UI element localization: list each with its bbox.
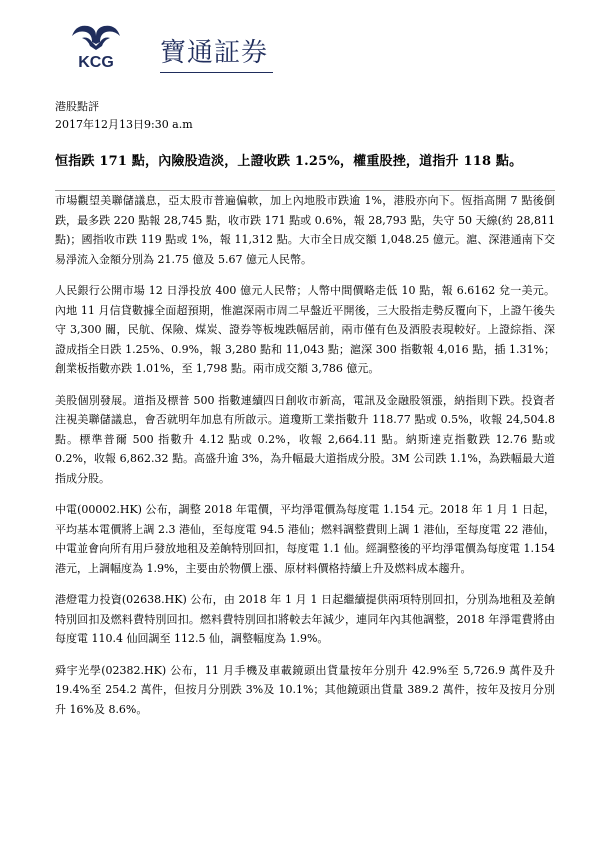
- report-category: 港股點評: [55, 100, 99, 113]
- brand-underline: [160, 72, 273, 73]
- logo-text: KCG: [78, 54, 114, 70]
- paragraph: 中電(00002.HK) 公布，調整 2018 年電價，平均淨電價為每度電 1.154 元。2018 年 1 月 1 日起，平均基本電價將上調 2.3 港仙，至每度電 94.5 港仙；燃料調整費則上調 1 港仙，至每度電 22 港仙，中電並會向所有用戶發放地租及差餉特別回扣，每度電 1.1 仙。經調整後的平均淨電價為每度電 1.154 港元，上調幅度為 1.9%，主要由於物價上漲、原材料價格持續上升及燃料成本趨升。: [55, 503, 555, 575]
- paragraph: 美股個別發展。道指及標普 500 指數連續四日創收市新高，電訊及金融股領漲，納指則下跌。投資者注視美聯儲議息，會否就明年加息有所啟示。道瓊斯工業指數升 118.77 點或 0.5%，收報 24,504.8 點。標準普爾 500 指數升 4.12 點或 0.2%，收報 2,664.11 點。納斯達克指數跌 12.76 點或 0.2%，收報 6,862.32 點。高盛升逾 3%，為升幅最大道指成分股。3M 公司跌 1.1%，為跌幅最大道指成分股。: [55, 393, 555, 485]
- article-body: [55, 190, 555, 731]
- paragraph: 市場觀望美聯儲議息，亞太股市普遍偏軟，加上內地股市跌逾 1%，港股亦向下。恆指高開 7 點後倒跌，最多跌 220 點報 28,745 點，收市跌 171 點或 0.6%，報 28,793 點，失守 50 天線(約 28,811 點)；國指收市跌 119 點或 1%，報 11,312 點。大市全日成交額 1,048.25 億元。滬、深港通南下交易淨流入金額分別為 21.75 億及 5.67 億元人民幣。: [55, 190, 555, 269]
- headline: 恒指跌 171 點，內險股造淡，上證收跌 1.25%，權重股挫，道指升 118 點。: [55, 154, 523, 169]
- brand-name: 寶通証券: [160, 38, 269, 68]
- kcg-logo-icon: [66, 20, 126, 70]
- paragraph: 港燈電力投資(02638.HK) 公布，由 2018 年 1 月 1 日起繼續提供兩項特別回扣，分別為地租及差餉特別回扣及燃料費特別回扣。燃料費特別回扣將較去年減少，連同年內其他調整，2018 年淨電費將由每度電 110.4 仙回調至 112.5 仙，調整幅度為 1.9%。: [55, 593, 555, 645]
- paragraph: 人民銀行公開市場 12 日淨投放 400 億元人民幣；人幣中間價略走低 10 點，報 6.6162 兌一美元。內地 11 月信貸數據全面超預期，惟滬深兩市周二早盤近平開後，三大股指走勢反覆向下，上證午後失守 3,300 關，民航、保險、煤炭、證券等板塊跌幅居前，兩市僅有色及酒股表現較好。上證綜指、深證成指全日跌 1.25%、0.9%，報 3,280 點和 11,043 點；滬深 300 指數報 4,016 點，插 1.31%；創業板指數亦跌 1.01%，至 1,798 點。兩市成交額 3,786 億元。: [55, 284, 555, 375]
- report-datetime: 2017年12月13日9:30 a.m: [55, 118, 193, 131]
- paragraph: 舜宇光學(02382.HK) 公布，11 月手機及車載鏡頭出貨量按年分別升 42.9%至 5,726.9 萬件及升 19.4%至 254.2 萬件，但按月分別跌 3%及 10.1%；其他鏡頭出貨量 389.2 萬件，按年及按月分別升 16%及 8.6%。: [55, 663, 555, 716]
